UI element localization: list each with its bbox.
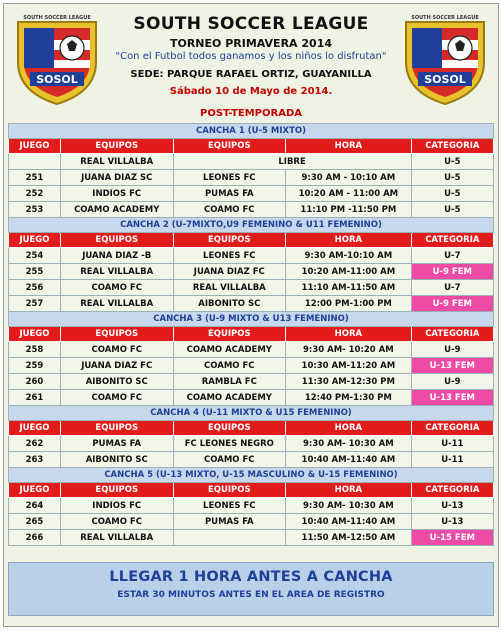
team-home: AIBONITO SC <box>60 374 173 390</box>
game-number: 260 <box>9 374 61 390</box>
game-row <box>9 374 494 390</box>
column-header: CATEGORIA <box>411 139 493 154</box>
date-line: Sábado 10 de Mayo de 2014. <box>169 86 333 97</box>
column-header: EQUIPOS <box>173 421 286 436</box>
game-number <box>9 154 61 170</box>
svg-text:SOUTH SOCCER LEAGUE: SOUTH SOCCER LEAGUE <box>23 15 91 21</box>
category: U-9 <box>411 374 493 390</box>
game-number: 258 <box>9 342 61 358</box>
column-header: JUEGO <box>9 233 61 248</box>
team-away: COAMO ACADEMY <box>173 342 286 358</box>
team-away: RAMBLA FC <box>173 374 286 390</box>
team-away: LIBRE <box>173 154 411 170</box>
column-header-row <box>9 139 494 154</box>
column-header: EQUIPOS <box>173 483 286 498</box>
game-number: 256 <box>9 280 61 296</box>
team-away: JUANA DIAZ FC <box>173 264 286 280</box>
category: U-13 <box>411 498 493 514</box>
team-home: COAMO FC <box>60 342 173 358</box>
column-header: CATEGORIA <box>411 233 493 248</box>
arrival-notice <box>8 562 494 616</box>
team-home: JUANA DIAZ FC <box>60 358 173 374</box>
category: U-9 <box>411 342 493 358</box>
team-away: PUMAS FA <box>173 186 286 202</box>
game-row <box>9 154 494 170</box>
game-number: 265 <box>9 514 61 530</box>
team-away: REAL VILLALBA <box>173 280 286 296</box>
team-away: COAMO FC <box>173 202 286 218</box>
column-header: EQUIPOS <box>60 483 173 498</box>
category: U-13 FEM <box>411 358 493 374</box>
game-row <box>9 514 494 530</box>
column-header: JUEGO <box>9 327 61 342</box>
team-home: COAMO ACADEMY <box>60 202 173 218</box>
column-header: CATEGORIA <box>411 483 493 498</box>
column-header: EQUIPOS <box>60 327 173 342</box>
game-time: 11:50 AM-12:50 AM <box>286 530 412 546</box>
game-row <box>9 390 494 406</box>
team-away: LEONES FC <box>173 170 286 186</box>
cancha-title-row <box>9 406 494 421</box>
team-home: REAL VILLALBA <box>60 154 173 170</box>
column-header-row <box>9 483 494 498</box>
cancha-title-row <box>9 312 494 327</box>
team-home: COAMO FC <box>60 280 173 296</box>
category: U-13 FEM <box>411 390 493 406</box>
column-header: EQUIPOS <box>173 327 286 342</box>
sede-line: SEDE: PARQUE RAFAEL ORTIZ, GUAYANILLA <box>130 69 372 80</box>
column-header: EQUIPOS <box>60 139 173 154</box>
column-header: CATEGORIA <box>411 327 493 342</box>
column-header: HORA <box>286 421 412 436</box>
team-away <box>173 530 286 546</box>
game-number: 253 <box>9 202 61 218</box>
column-header-row <box>9 327 494 342</box>
game-row <box>9 186 494 202</box>
category: U-15 FEM <box>411 530 493 546</box>
team-away: FC LEONES NEGRO <box>173 436 286 452</box>
column-header: EQUIPOS <box>173 233 286 248</box>
category: U-11 <box>411 452 493 468</box>
game-row <box>9 436 494 452</box>
category: U-5 <box>411 154 493 170</box>
category: U-9 FEM <box>411 264 493 280</box>
league-logo-right <box>398 10 492 106</box>
category: U-5 <box>411 186 493 202</box>
game-time: 9:30 AM- 10:30 AM <box>286 436 412 452</box>
game-number: 262 <box>9 436 61 452</box>
league-logo-left <box>10 10 104 106</box>
game-row <box>9 342 494 358</box>
game-time: 9:30 AM- 10:20 AM <box>286 342 412 358</box>
column-header: JUEGO <box>9 483 61 498</box>
cancha-title: CANCHA 2 (U-7MIXTO,U9 FEMENINO & U11 FEMENINO) <box>9 218 494 233</box>
category: U-7 <box>411 248 493 264</box>
svg-text:SOSOL: SOSOL <box>424 73 466 86</box>
column-header: JUEGO <box>9 421 61 436</box>
post-temporada-title: POST-TEMPORADA <box>200 108 302 119</box>
game-row <box>9 202 494 218</box>
category: U-11 <box>411 436 493 452</box>
column-header: EQUIPOS <box>60 233 173 248</box>
arrival-notice-subtitle: ESTAR 30 MINUTOS ANTES EN EL AREA DE REGISTRO <box>117 590 385 600</box>
svg-text:SOUTH SOCCER LEAGUE: SOUTH SOCCER LEAGUE <box>411 15 479 21</box>
game-time: 11:30 AM-12:30 PM <box>286 374 412 390</box>
game-time: 12:00 PM-1:00 PM <box>286 296 412 312</box>
cancha-title: CANCHA 4 (U-11 MIXTO & U15 FEMENINO) <box>9 406 494 421</box>
game-row <box>9 358 494 374</box>
team-home: INDIOS FC <box>60 498 173 514</box>
team-home: JUANA DIAZ SC <box>60 170 173 186</box>
column-header: HORA <box>286 233 412 248</box>
cancha-title: CANCHA 5 (U-13 MIXTO, U-15 MASCULINO & U-15 FEMENINO) <box>9 468 494 483</box>
column-header: HORA <box>286 483 412 498</box>
game-time: 10:40 AM-11:40 AM <box>286 514 412 530</box>
svg-text:SOSOL: SOSOL <box>36 73 78 86</box>
cancha-title: CANCHA 1 (U-5 MIXTO) <box>9 124 494 139</box>
team-home: PUMAS FA <box>60 436 173 452</box>
category: U-5 <box>411 202 493 218</box>
column-header: EQUIPOS <box>173 139 286 154</box>
game-time: 10:20 AM-11:00 AM <box>286 264 412 280</box>
cancha-title: CANCHA 3 (U-9 MIXTO & U13 FEMENINO) <box>9 312 494 327</box>
game-time: 11:10 AM-11:50 AM <box>286 280 412 296</box>
game-number: 266 <box>9 530 61 546</box>
game-row <box>9 248 494 264</box>
header-titles <box>108 6 394 97</box>
cancha-title-row <box>9 124 494 139</box>
team-home: INDIOS FC <box>60 186 173 202</box>
team-home: REAL VILLALBA <box>60 296 173 312</box>
game-number: 264 <box>9 498 61 514</box>
game-time: 9:30 AM-10:10 AM <box>286 248 412 264</box>
game-number: 259 <box>9 358 61 374</box>
game-row <box>9 452 494 468</box>
game-row <box>9 498 494 514</box>
column-header: JUEGO <box>9 139 61 154</box>
game-time: 12:40 PM-1:30 PM <box>286 390 412 406</box>
league-title: SOUTH SOCCER LEAGUE <box>133 14 369 34</box>
game-number: 263 <box>9 452 61 468</box>
category: U-13 <box>411 514 493 530</box>
column-header-row <box>9 421 494 436</box>
game-number: 257 <box>9 296 61 312</box>
game-number: 254 <box>9 248 61 264</box>
team-away: AIBONITO SC <box>173 296 286 312</box>
team-home: JUANA DIAZ -B <box>60 248 173 264</box>
team-home: REAL VILLALBA <box>60 530 173 546</box>
game-row <box>9 170 494 186</box>
team-away: COAMO FC <box>173 358 286 374</box>
column-header: CATEGORIA <box>411 421 493 436</box>
slogan: "Con el Futbol todos ganamos y los niños lo disfrutan" <box>115 51 387 62</box>
game-number: 251 <box>9 170 61 186</box>
game-time: 9:30 AM- 10:30 AM <box>286 498 412 514</box>
team-home: COAMO FC <box>60 514 173 530</box>
game-row <box>9 264 494 280</box>
team-away: PUMAS FA <box>173 514 286 530</box>
arrival-notice-title: LLEGAR 1 HORA ANTES A CANCHA <box>109 569 393 585</box>
category: U-9 FEM <box>411 296 493 312</box>
game-row <box>9 296 494 312</box>
cancha-title-row <box>9 218 494 233</box>
game-time: 10:20 AM - 11:00 AM <box>286 186 412 202</box>
column-header: EQUIPOS <box>60 421 173 436</box>
team-away: COAMO ACADEMY <box>173 390 286 406</box>
game-number: 261 <box>9 390 61 406</box>
category: U-5 <box>411 170 493 186</box>
team-home: AIBONITO SC <box>60 452 173 468</box>
header <box>6 6 496 110</box>
game-time: 11:10 PM -11:50 PM <box>286 202 412 218</box>
team-away: COAMO FC <box>173 452 286 468</box>
game-time: 10:30 AM-11:20 AM <box>286 358 412 374</box>
category: U-7 <box>411 280 493 296</box>
team-home: REAL VILLALBA <box>60 264 173 280</box>
game-number: 252 <box>9 186 61 202</box>
column-header: HORA <box>286 327 412 342</box>
game-row <box>9 530 494 546</box>
game-time: 9:30 AM - 10:10 AM <box>286 170 412 186</box>
torneo-title: TORNEO PRIMAVERA 2014 <box>169 37 333 50</box>
team-away: LEONES FC <box>173 498 286 514</box>
schedule-table <box>8 123 494 546</box>
cancha-title-row <box>9 468 494 483</box>
column-header: HORA <box>286 139 412 154</box>
column-header-row <box>9 233 494 248</box>
team-home: COAMO FC <box>60 390 173 406</box>
game-number: 255 <box>9 264 61 280</box>
game-time: 10:40 AM-11:40 AM <box>286 452 412 468</box>
team-away: LEONES FC <box>173 248 286 264</box>
game-row <box>9 280 494 296</box>
